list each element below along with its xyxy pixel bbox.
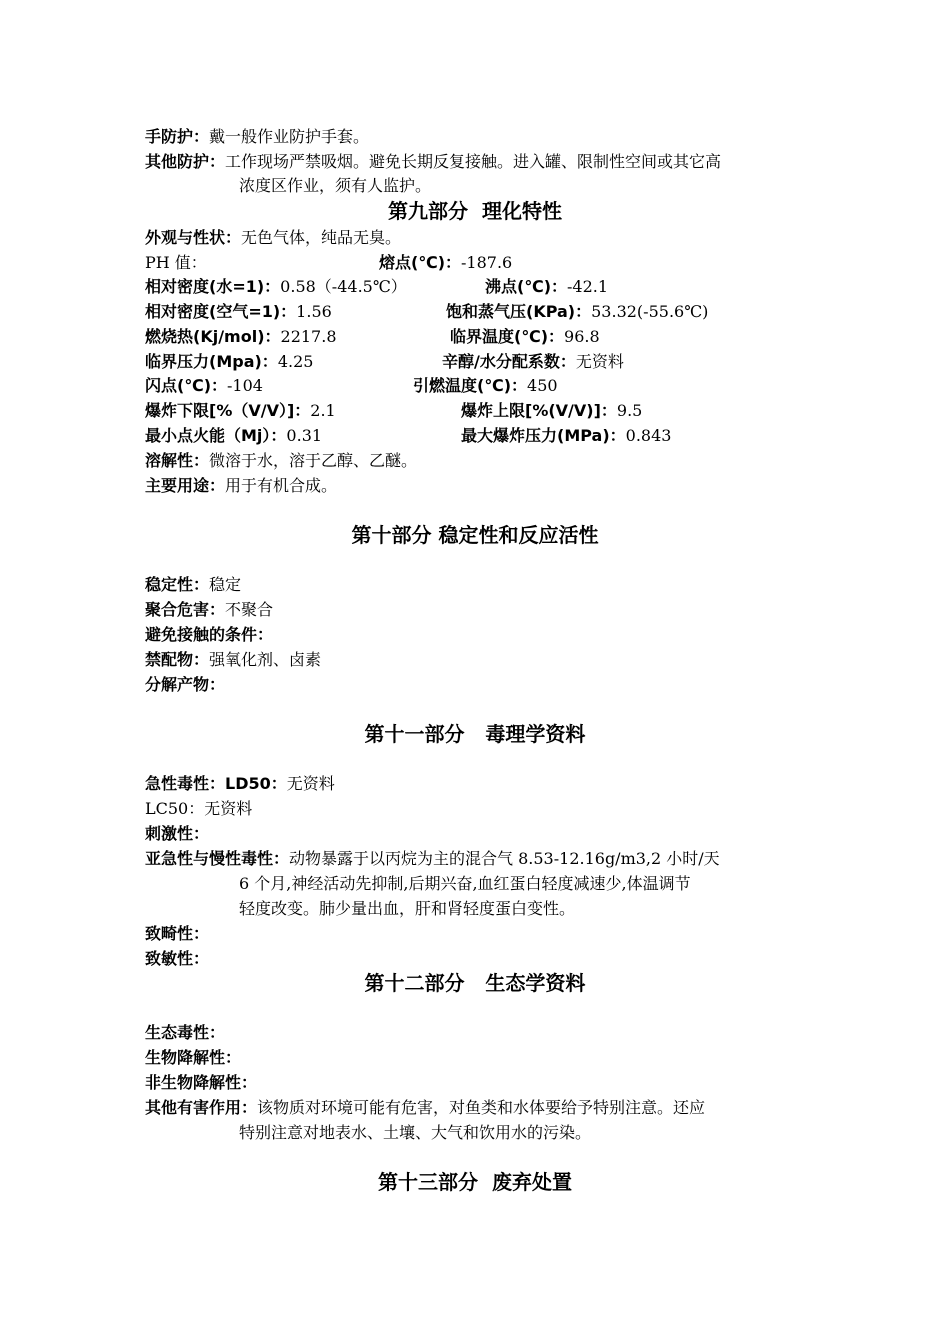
biodegradability: [145, 1048, 241, 1068]
conditions-to-avoid-label: 避免接触的条件：: [145, 625, 274, 644]
lower-explosion-limit-value: 2.1: [310, 401, 336, 420]
ignition-temperature: [413, 376, 558, 396]
combustion-heat: [145, 327, 337, 347]
main-use-value: 用于有机合成。: [225, 476, 338, 495]
melting-point: [379, 253, 512, 273]
min-ignition-energy-value: 0.31: [286, 426, 323, 445]
octanol-water-value: 无资料: [575, 352, 624, 371]
relative-density-air-value: 1.56: [296, 302, 332, 321]
min-ignition-energy-label: 最小点火能（Mj）：: [145, 426, 287, 445]
other-harmful-effects-label: 其他有害作用：: [145, 1098, 258, 1117]
decomposition-products: [145, 675, 225, 695]
relative-density-air: [145, 302, 332, 322]
decomposition-products-label: 分解产物：: [145, 675, 226, 694]
ph-label: PH 值：: [145, 253, 207, 272]
flash-point-label: 闪点(℃)：: [145, 376, 228, 395]
flash-point-value: -104: [227, 376, 263, 395]
stability-value: 稳定: [209, 575, 242, 594]
subacute-chronic-label: 亚急性与慢性毒性：: [145, 849, 290, 868]
solubility-value: 微溶于水，溶于乙醇、乙醚。: [209, 451, 418, 470]
other-protection-value: 工作现场严禁吸烟。避免长期反复接触。进入罐、限制性空间或其它高: [225, 152, 722, 171]
relative-density-water-label: 相对密度(水=1)：: [145, 277, 281, 296]
non-biodegradability: [145, 1073, 257, 1093]
acute-toxicity-value: 无资料: [286, 774, 335, 793]
other-protection-line: [145, 152, 721, 172]
lower-explosion-limit: [145, 401, 336, 421]
subacute-chronic-continuation-2: 轻度改变。肺少量出血，肝和肾轻度蛋白变性。: [239, 899, 576, 918]
boiling-point-label: 沸点(℃)：: [485, 277, 568, 296]
boiling-point-value: -42.1: [567, 277, 609, 296]
other-harmful-effects: [145, 1098, 705, 1118]
acute-toxicity-label: 急性毒性：LD50：: [145, 774, 287, 793]
non-biodegradability-label: 非生物降解性：: [145, 1073, 258, 1092]
section-9-title: 第九部分 理化特性: [388, 199, 562, 223]
irritation-label: 刺激性：: [145, 824, 210, 843]
incompatible-materials: [145, 650, 321, 670]
subacute-chronic-value: 动物暴露于以丙烷为主的混合气 8.53-12.16g/m3,2 小时/天: [289, 849, 720, 868]
appearance-value: 无色气体，纯品无臭。: [241, 228, 402, 247]
other-harmful-effects-continuation: 特别注意对地表水、土壤、大气和饮用水的污染。: [239, 1123, 592, 1142]
hand-protection-value: 戴一般作业防护手套。: [209, 127, 370, 146]
teratogenicity: [145, 924, 209, 944]
biodegradability-label: 生物降解性：: [145, 1048, 242, 1067]
relative-density-water-value: 0.58（-44.5℃）: [280, 277, 407, 296]
main-use: [145, 476, 337, 496]
solubility-label: 溶解性：: [145, 451, 210, 470]
combustion-heat-value: 2217.8: [280, 327, 337, 346]
octanol-water-coefficient: [442, 352, 624, 372]
melting-point-label: 熔点(℃)：: [379, 253, 462, 272]
octanol-water-label: 辛醇/水分配系数：: [442, 352, 576, 371]
melting-point-value: -187.6: [461, 253, 513, 272]
ecotoxicity-label: 生态毒性：: [145, 1023, 226, 1042]
incompatible-materials-label: 禁配物：: [145, 650, 210, 669]
max-explosion-pressure-label: 最大爆炸压力(MPa)：: [461, 426, 626, 445]
ph-line: [145, 253, 207, 273]
ignition-temperature-label: 引燃温度(℃)：: [413, 376, 528, 395]
hand-protection-label: 手防护：: [145, 127, 210, 146]
upper-explosion-limit-value: 9.5: [616, 401, 643, 420]
critical-temperature-label: 临界温度(℃)：: [450, 327, 565, 346]
critical-temperature-value: 96.8: [564, 327, 600, 346]
acute-toxicity: [145, 774, 335, 794]
lc50-line: [145, 799, 252, 819]
other-harmful-effects-value: 该物质对环境可能有危害，对鱼类和水体要给予特别注意。还应: [257, 1098, 706, 1117]
max-explosion-pressure: [461, 426, 671, 446]
sensitization-label: 致敏性：: [145, 949, 210, 968]
boiling-point: [485, 277, 608, 297]
critical-temperature: [450, 327, 600, 347]
ignition-temperature-value: 450: [527, 376, 558, 395]
section-12-title: 第十二部分 生态学资料: [364, 971, 586, 995]
critical-pressure: [145, 352, 313, 372]
other-protection-label: 其他防护：: [145, 152, 226, 171]
stability: [145, 575, 241, 595]
appearance-line: [145, 228, 401, 248]
appearance-label: 外观与性状：: [145, 228, 242, 247]
vapor-pressure: [446, 302, 708, 322]
relative-density-water: [145, 277, 407, 297]
lc50-text: LC50：无资料: [145, 799, 253, 818]
max-explosion-pressure-value: 0.843: [625, 426, 672, 445]
critical-pressure-label: 临界压力(Mpa)：: [145, 352, 278, 371]
ecotoxicity: [145, 1023, 225, 1043]
relative-density-air-label: 相对密度(空气=1)：: [145, 302, 297, 321]
section-11-title: 第十一部分 毒理学资料: [364, 722, 586, 746]
min-ignition-energy: [145, 426, 322, 446]
critical-pressure-value: 4.25: [277, 352, 314, 371]
conditions-to-avoid: [145, 625, 273, 645]
incompatible-materials-value: 强氧化剂、卤素: [209, 650, 322, 669]
polymerization-hazard-value: 不聚合: [225, 600, 274, 619]
polymerization-hazard: [145, 600, 273, 620]
subacute-chronic-continuation-1: 6 个月,神经活动先抑制,后期兴奋,血红蛋白轻度减速少,体温调节: [239, 874, 691, 893]
upper-explosion-limit-label: 爆炸上限[%(V/V)]：: [461, 401, 617, 420]
irritation: [145, 824, 209, 844]
sensitization: [145, 949, 209, 969]
vapor-pressure-label: 饱和蒸气压(KPa)：: [446, 302, 592, 321]
flash-point: [145, 376, 263, 396]
subacute-chronic-toxicity: [145, 849, 720, 869]
lower-explosion-limit-label: 爆炸下限[%（V/V）]：: [145, 401, 311, 420]
combustion-heat-label: 燃烧热(Kj/mol)：: [145, 327, 281, 346]
section-10-title: 第十部分 稳定性和反应活性: [351, 523, 599, 547]
upper-explosion-limit: [461, 401, 642, 421]
other-protection-continuation: 浓度区作业，须有人监护。: [239, 176, 432, 195]
teratogenicity-label: 致畸性：: [145, 924, 210, 943]
stability-label: 稳定性：: [145, 575, 210, 594]
vapor-pressure-value: 53.32(-55.6℃): [591, 302, 709, 321]
main-use-label: 主要用途：: [145, 476, 226, 495]
polymerization-hazard-label: 聚合危害：: [145, 600, 226, 619]
section-13-title: 第十三部分 废弃处置: [378, 1170, 572, 1194]
hand-protection-line: [145, 127, 369, 147]
solubility: [145, 451, 417, 471]
